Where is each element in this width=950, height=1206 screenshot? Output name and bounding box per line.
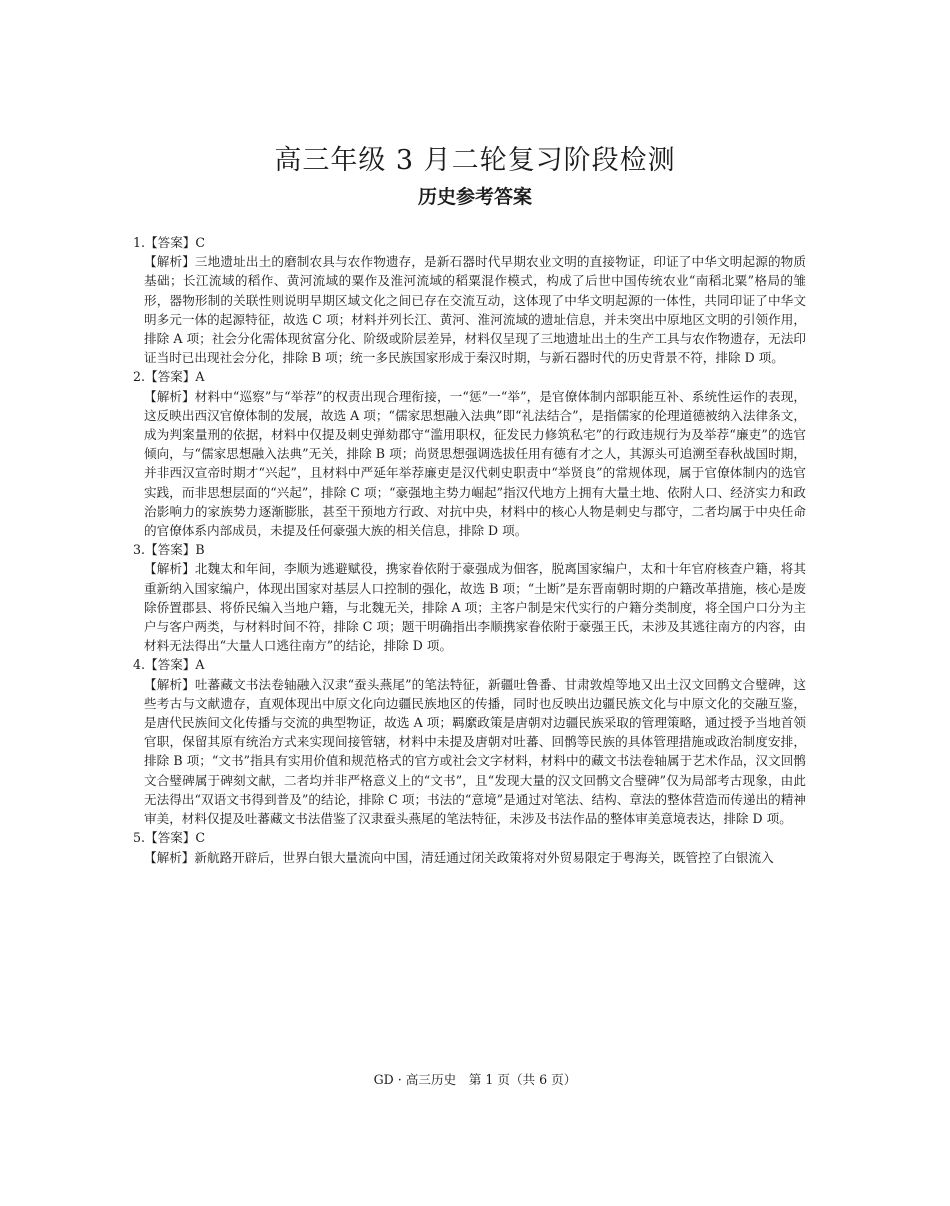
question-analysis: 【解析】材料中“巡察”与“举荐”的权责出现合理衔接，一“惩”一“举”，是官僚体制内部职能互补、系统性运作的表现，这反映出西汉官僚体制的发展，故选 A 项；“儒家思想融入法典”即“礼法结合”，是指儒家的伦理道德被纳入法律条文，成为判案量刑的依据，材料中仅提及刺史弹劾郡守“滥用职权，征发民力修筑私宅”的行政违规行为及举荐“廉吏”的选官倾向，与“儒家思想融入法典”无关，排除 B 项；尚贤思想强调选拔任用有德有才之人，其源头可追溯至春秋战国时期，并非西汉宣帝时期才“兴起”，且材料中严延年举荐廉吏是汉代刺史职责中“举贤良”的常规体现，属于官僚体制内的选官实践，而非思想层面的“兴起”，排除 C 项；“豪强地主势力崛起”指汉代地方上拥有大量土地、依附人口、经济实力和政治影响力的家族势力逐渐膨胀，甚至干预地方行政、对抗中央，材料中的核心人物是刺史与郡守，二者均属于中央任命的官僚体系内部成员，未提及任何豪强大族的相关信息，排除 D 项。 — [144, 388, 806, 539]
question-answer: 4.【答案】A — [133, 657, 205, 673]
question-5 — [133, 828, 806, 866]
question-answer: 5.【答案】C — [133, 830, 206, 846]
question-1 — [133, 233, 806, 367]
question-analysis: 【解析】三地遗址出土的磨制农具与农作物遗存，是新石器时代早期农业文明的直接物证，印证了中华文明起源的物质基础；长江流域的稻作、黄河流域的粟作及淮河流域的稻粟混作模式，构成了后世中国传统农业“南稻北粟”格局的雏形，器物形制的关联性则说明早期区域文化之间已存在交流互动，这体现了中华文明起源的一体性，共同印证了中华文明多元一体的起源特征，故选 C 项；材料并列长江、黄河、淮河流域的遗址信息，并未突出中原地区文明的引领作用，排除 A 项；社会分化需体现贫富分化、阶级或阶层差异，材料仅呈现了三地遗址出土的生产工具与农作物遗存，无法印证当时已出现社会分化，排除 B 项；统一多民族国家形成于秦汉时期，与新石器时代的历史背景不符，排除 D 项。 — [144, 254, 806, 366]
question-analysis: 【解析】北魏太和年间，李顺为逃避赋役，携家眷依附于豪强成为佃客，脱离国家编户，太和十年官府核查户籍，将其重新纳入国家编户，体现出国家对基层人口控制的强化，故选 B 项；“土断”是东晋南朝时期的户籍改革措施，核心是废除侨置郡县、将侨民编入当地户籍，与北魏无关，排除 A 项；主客户制是宋代实行的户籍分类制度，将全国户口分为主户与客户两类，与材料时间不符，排除 C 项；题干明确指出李顺携家眷依附于豪强王氏，未涉及其逃往南方的内容，由材料无法得出“大量人口逃往南方”的结论，排除 D 项。 — [144, 561, 806, 654]
answer-list — [133, 233, 806, 867]
question-answer: 1.【答案】C — [133, 235, 206, 250]
question-answer: 3.【答案】B — [133, 542, 205, 558]
document-title: 高三年级 3 月二轮复习阶段检测 — [274, 145, 676, 176]
document-subtitle: 历史参考答案 — [417, 186, 532, 208]
question-analysis: 【解析】吐蕃藏文书法卷轴融入汉隶“蚕头燕尾”的笔法特征，新疆吐鲁番、甘肃敦煌等地又出土汉文回鹘文合璧碑，这些考古与文献遗存，直观体现出中原文化向边疆民族地区的传播，同时也反映出边疆民族文化与中原文化的交融互鉴，是唐代民族间文化传播与交流的典型物证，故选 A 项；羁縻政策是唐朝对边疆民族采取的管理策略，通过授予当地首领官职，保留其原有统治方式来实现间接管辖，材料中未提及唐朝对吐蕃、回鹘等民族的具体管理措施或政治制度安排，排除 B 项；“文书”指具有实用价值和规范格式的官方或社会文字材料，材料中的藏文书法卷轴属于艺术作品，汉文回鹘文合璧碑属于碑刻文献，二者均并非严格意义上的“文书”，且“发现大量的汉文回鹘文合璧碑”仅为局部考古现象，由此无法得出“双语文书得到普及”的结论，排除 C 项；书法的“意境”是通过对笔法、结构、章法的整体营造而传递出的精神审美，材料仅提及吐蕃藏文书法借鉴了汉隶蚕头燕尾的笔法特征，未涉及书法作品的整体审美意境表达，排除 D 项。 — [144, 676, 806, 827]
question-analysis: 【解析】新航路开辟后，世界白银大量流向中国，清廷通过闭关政策将对外贸易限定于粤海关，既管控了白银流入 — [144, 849, 774, 865]
question-3 — [133, 540, 806, 655]
question-4 — [133, 655, 806, 828]
question-answer: 2.【答案】A — [133, 369, 205, 385]
page-footer: GD · 高三历史 第 1 页（共 6 页） — [373, 1072, 577, 1087]
question-2 — [133, 367, 806, 540]
